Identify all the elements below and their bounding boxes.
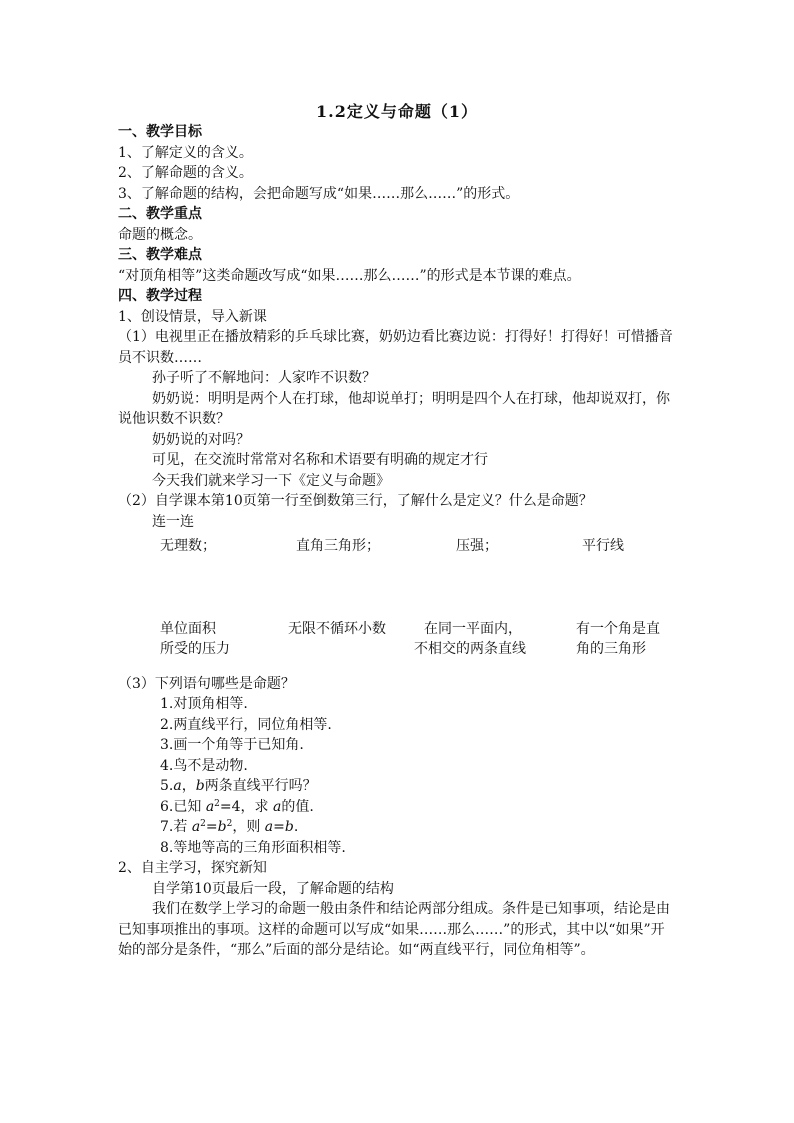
matching-definition: 所受的压力 bbox=[160, 641, 230, 657]
story-paragraph: 孙子听了不解地问：人家咋不识数？ bbox=[152, 370, 376, 386]
statement-item: 3.画一个角等于已知角. bbox=[160, 737, 304, 753]
matching-term: 压强； bbox=[456, 538, 498, 554]
difficulty-text: “对顶角相等”这类命题改写成“如果……那么……”的形式是本节课的难点。 bbox=[118, 267, 581, 284]
matching-label: 连一连 bbox=[152, 513, 194, 530]
matching-term: 无理数； bbox=[160, 538, 216, 554]
section-heading-objectives: 一、教学目标 bbox=[118, 124, 202, 140]
matching-definition: 不相交的两条直线 bbox=[414, 641, 526, 657]
statement-item: 5.a，b两条直线平行吗？ bbox=[160, 778, 317, 794]
story-paragraph: （1）电视里正在播放精彩的乒乓球比赛，奶奶边看比赛边说：打得好！打得好！可惜播音员不识数…… bbox=[118, 329, 673, 366]
objective-item: 3、了解命题的结构，会把命题写成“如果……那么……”的形式。 bbox=[118, 185, 520, 202]
objective-item: 1、了解定义的含义。 bbox=[118, 144, 253, 161]
question-heading: （3）下列语句哪些是命题？ bbox=[118, 675, 295, 692]
statement-item: 1.对顶角相等. bbox=[160, 696, 248, 712]
step-heading: 2、自主学习，探究新知 bbox=[118, 860, 267, 876]
matching-definitions-row-2 bbox=[118, 639, 678, 660]
statement-item: 6.已知 $a^2=4$，求 a的值. bbox=[160, 798, 314, 815]
matching-term: 平行线 bbox=[582, 538, 624, 554]
study-paragraph: 自学第10页最后一段，了解命题的结构 bbox=[152, 880, 394, 897]
page-title: 1.2定义与命题（1） bbox=[316, 102, 478, 121]
story-paragraph: 奶奶说的对吗？ bbox=[152, 431, 250, 448]
matching-definition: 无限不循环小数 bbox=[288, 620, 386, 637]
matching-terms-row bbox=[118, 536, 678, 557]
statement-item: 8.等地等高的三角形面积相等. bbox=[160, 839, 346, 856]
self-study-task: （2）自学课本第10页第一行至倒数第三行，了解什么是定义？什么是命题？ bbox=[118, 493, 593, 509]
matching-definition: 角的三角形 bbox=[576, 641, 646, 657]
section-heading-key-points: 二、教学重点 bbox=[118, 206, 202, 222]
matching-definitions-row bbox=[118, 619, 678, 640]
story-paragraph: 奶奶说：明明是两个人在打球，他却说单打；明明是四个人在打球，他却说双打，你说他识数不识数？ bbox=[118, 390, 670, 427]
objective-item: 2、了解命题的含义。 bbox=[118, 165, 253, 181]
statement-item: 2.两直线平行，同位角相等. bbox=[160, 716, 332, 733]
study-paragraph: 我们在数学上学习的命题一般由条件和结论两部分组成。条件是已知事项，结论是由已知事项推出的事项。这样的命题可以写成“如果……那么……”的形式，其中以“如果”开始的部分是条件，“那么”后面的部分是结论。如“两直线平行，同位角相等”。 bbox=[118, 901, 670, 958]
statement-item: 4.鸟不是动物. bbox=[160, 757, 248, 774]
step-heading: 1、创设情景，导入新课 bbox=[118, 308, 267, 325]
matching-term: 直角三角形； bbox=[296, 538, 380, 554]
key-point-text: 命题的概念。 bbox=[118, 226, 202, 243]
section-heading-difficulties: 三、教学难点 bbox=[118, 247, 202, 263]
matching-definition: 单位面积 bbox=[160, 620, 216, 637]
story-paragraph: 可见，在交流时常常对名称和术语要有明确的规定才行 bbox=[152, 452, 488, 468]
story-paragraph: 今天我们就来学习一下《定义与命题》 bbox=[152, 472, 390, 489]
matching-definition: 在同一平面内， bbox=[424, 620, 522, 637]
statement-item: 7.若 $a^2=b^2$，则 a=b. bbox=[160, 819, 299, 835]
matching-definition: 有一个角是直 bbox=[576, 620, 660, 637]
document-body bbox=[118, 122, 678, 961]
section-heading-process: 四、教学过程 bbox=[118, 288, 202, 304]
